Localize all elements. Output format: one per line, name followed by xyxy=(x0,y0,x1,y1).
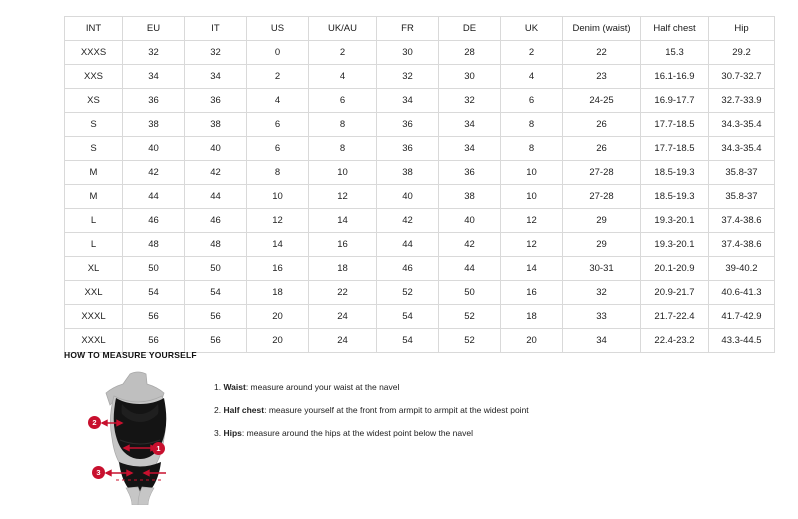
cell-denim-waist: 27-28 xyxy=(563,161,641,185)
cell-uk-au: 24 xyxy=(309,329,377,353)
cell-it: 54 xyxy=(185,281,247,305)
cell-eu: 36 xyxy=(123,89,185,113)
cell-uk: 14 xyxy=(501,257,563,281)
cell-uk-au: 4 xyxy=(309,65,377,89)
measure-badge-hips: 3 xyxy=(92,466,105,479)
table-row xyxy=(65,305,775,329)
cell-denim-waist: 29 xyxy=(563,233,641,257)
instruction-term: Waist xyxy=(223,382,246,392)
cell-de: 28 xyxy=(439,41,501,65)
cell-fr: 44 xyxy=(377,233,439,257)
column-header-int: INT xyxy=(65,17,123,41)
cell-fr: 36 xyxy=(377,137,439,161)
cell-uk: 2 xyxy=(501,41,563,65)
cell-half-chest: 18.5-19.3 xyxy=(641,185,709,209)
cell-de: 44 xyxy=(439,257,501,281)
column-header-de: DE xyxy=(439,17,501,41)
cell-hip: 40.6-41.3 xyxy=(709,281,775,305)
cell-eu: 32 xyxy=(123,41,185,65)
cell-de: 42 xyxy=(439,233,501,257)
cell-uk: 10 xyxy=(501,161,563,185)
column-header-uk: UK xyxy=(501,17,563,41)
table-row xyxy=(65,161,775,185)
cell-uk: 4 xyxy=(501,65,563,89)
cell-int: L xyxy=(65,209,123,233)
cell-denim-waist: 26 xyxy=(563,113,641,137)
measure-instruction-waist xyxy=(214,382,529,392)
measure-instructions-list xyxy=(214,370,529,452)
cell-us: 20 xyxy=(247,329,309,353)
cell-it: 38 xyxy=(185,113,247,137)
instruction-term: Hips xyxy=(223,428,242,439)
cell-de: 40 xyxy=(439,209,501,233)
cell-it: 48 xyxy=(185,233,247,257)
cell-de: 32 xyxy=(439,89,501,113)
cell-fr: 54 xyxy=(377,329,439,353)
cell-half-chest: 15.3 xyxy=(641,41,709,65)
cell-hip: 43.3-44.5 xyxy=(709,329,775,353)
cell-uk-au: 8 xyxy=(309,137,377,161)
cell-uk-au: 12 xyxy=(309,185,377,209)
cell-hip: 35.8-37 xyxy=(709,161,775,185)
cell-fr: 32 xyxy=(377,65,439,89)
table-row xyxy=(65,65,775,89)
cell-us: 4 xyxy=(247,89,309,113)
cell-it: 56 xyxy=(185,305,247,329)
cell-hip: 34.3-35.4 xyxy=(709,137,775,161)
column-header-hip: Hip xyxy=(709,17,775,41)
cell-us: 6 xyxy=(247,113,309,137)
cell-hip: 37.4-38.6 xyxy=(709,209,775,233)
cell-int: XL xyxy=(65,257,123,281)
cell-denim-waist: 27-28 xyxy=(563,185,641,209)
cell-fr: 54 xyxy=(377,305,439,329)
cell-it: 34 xyxy=(185,65,247,89)
cell-half-chest: 19.3-20.1 xyxy=(641,209,709,233)
cell-half-chest: 22.4-23.2 xyxy=(641,329,709,353)
cell-uk: 8 xyxy=(501,113,563,137)
cell-fr: 36 xyxy=(377,113,439,137)
table-row xyxy=(65,41,775,65)
cell-fr: 34 xyxy=(377,89,439,113)
cell-eu: 48 xyxy=(123,233,185,257)
cell-int: XS xyxy=(65,89,123,113)
cell-us: 10 xyxy=(247,185,309,209)
cell-half-chest: 17.7-18.5 xyxy=(641,113,709,137)
cell-uk: 12 xyxy=(501,233,563,257)
cell-us: 8 xyxy=(247,161,309,185)
table-row xyxy=(65,89,775,113)
cell-half-chest: 16.1-16.9 xyxy=(641,65,709,89)
cell-int: XXL xyxy=(65,281,123,305)
table-row xyxy=(65,113,775,137)
table-body xyxy=(65,41,775,353)
cell-de: 34 xyxy=(439,137,501,161)
cell-us: 14 xyxy=(247,233,309,257)
cell-it: 32 xyxy=(185,41,247,65)
table-header-row xyxy=(65,17,775,41)
table-header xyxy=(65,17,775,41)
cell-uk-au: 8 xyxy=(309,113,377,137)
cell-half-chest: 20.9-21.7 xyxy=(641,281,709,305)
cell-uk: 18 xyxy=(501,305,563,329)
cell-half-chest: 21.7-22.4 xyxy=(641,305,709,329)
cell-denim-waist: 24-25 xyxy=(563,89,641,113)
column-header-half-chest: Half chest xyxy=(641,17,709,41)
cell-uk: 12 xyxy=(501,209,563,233)
cell-it: 44 xyxy=(185,185,247,209)
cell-de: 50 xyxy=(439,281,501,305)
cell-eu: 56 xyxy=(123,305,185,329)
cell-it: 56 xyxy=(185,329,247,353)
cell-us: 18 xyxy=(247,281,309,305)
cell-us: 12 xyxy=(247,209,309,233)
size-chart-table-container xyxy=(64,16,762,353)
size-chart-table xyxy=(64,16,775,353)
cell-us: 16 xyxy=(247,257,309,281)
cell-uk: 16 xyxy=(501,281,563,305)
cell-uk-au: 24 xyxy=(309,305,377,329)
column-header-us: US xyxy=(247,17,309,41)
cell-de: 38 xyxy=(439,185,501,209)
measure-instruction-hips xyxy=(214,428,529,438)
cell-de: 30 xyxy=(439,65,501,89)
cell-it: 46 xyxy=(185,209,247,233)
measure-badge-half-chest: 2 xyxy=(88,416,101,429)
cell-uk-au: 14 xyxy=(309,209,377,233)
cell-denim-waist: 30-31 xyxy=(563,257,641,281)
cell-fr: 46 xyxy=(377,257,439,281)
table-row xyxy=(65,137,775,161)
cell-hip: 32.7-33.9 xyxy=(709,89,775,113)
cell-it: 42 xyxy=(185,161,247,185)
column-header-fr: FR xyxy=(377,17,439,41)
cell-denim-waist: 33 xyxy=(563,305,641,329)
cell-hip: 30.7-32.7 xyxy=(709,65,775,89)
cell-us: 6 xyxy=(247,137,309,161)
cell-fr: 52 xyxy=(377,281,439,305)
table-row xyxy=(65,281,775,305)
instruction-text: : measure around the hips at the widest point below the navel xyxy=(241,428,473,439)
cell-fr: 40 xyxy=(377,185,439,209)
instruction-text: : measure around your waist at the navel xyxy=(245,382,400,392)
cell-hip: 41.7-42.9 xyxy=(709,305,775,329)
cell-de: 52 xyxy=(439,329,501,353)
cell-int: S xyxy=(65,113,123,137)
cell-uk: 20 xyxy=(501,329,563,353)
cell-int: XXXL xyxy=(65,329,123,353)
measure-badge-waist: 1 xyxy=(152,442,165,455)
cell-uk-au: 2 xyxy=(309,41,377,65)
cell-eu: 50 xyxy=(123,257,185,281)
cell-denim-waist: 34 xyxy=(563,329,641,353)
how-to-measure-title: HOW TO MEASURE YOURSELF xyxy=(64,350,197,360)
cell-eu: 54 xyxy=(123,281,185,305)
cell-de: 34 xyxy=(439,113,501,137)
table-row xyxy=(65,233,775,257)
cell-uk-au: 6 xyxy=(309,89,377,113)
cell-it: 36 xyxy=(185,89,247,113)
cell-de: 52 xyxy=(439,305,501,329)
cell-int: M xyxy=(65,161,123,185)
cell-int: S xyxy=(65,137,123,161)
cell-eu: 40 xyxy=(123,137,185,161)
column-header-uk-au: UK/AU xyxy=(309,17,377,41)
cell-half-chest: 18.5-19.3 xyxy=(641,161,709,185)
cell-denim-waist: 26 xyxy=(563,137,641,161)
cell-half-chest: 19.3-20.1 xyxy=(641,233,709,257)
cell-eu: 44 xyxy=(123,185,185,209)
cell-denim-waist: 32 xyxy=(563,281,641,305)
cell-half-chest: 20.1-20.9 xyxy=(641,257,709,281)
cell-it: 50 xyxy=(185,257,247,281)
cell-half-chest: 16.9-17.7 xyxy=(641,89,709,113)
table-row xyxy=(65,209,775,233)
cell-uk-au: 18 xyxy=(309,257,377,281)
cell-int: M xyxy=(65,185,123,209)
cell-int: XXXL xyxy=(65,305,123,329)
instruction-number: 1. xyxy=(214,382,222,392)
how-to-measure-section xyxy=(64,350,734,505)
cell-int: L xyxy=(65,233,123,257)
cell-fr: 30 xyxy=(377,41,439,65)
cell-eu: 46 xyxy=(123,209,185,233)
table-row xyxy=(65,329,775,353)
cell-denim-waist: 23 xyxy=(563,65,641,89)
column-header-it: IT xyxy=(185,17,247,41)
measure-instruction-half-chest xyxy=(214,405,529,415)
cell-hip: 39-40.2 xyxy=(709,257,775,281)
cell-fr: 38 xyxy=(377,161,439,185)
cell-half-chest: 17.7-18.5 xyxy=(641,137,709,161)
cell-uk-au: 22 xyxy=(309,281,377,305)
cell-hip: 29.2 xyxy=(709,41,775,65)
instruction-number: 3. xyxy=(214,428,222,439)
cell-denim-waist: 22 xyxy=(563,41,641,65)
cell-hip: 34.3-35.4 xyxy=(709,113,775,137)
cell-eu: 42 xyxy=(123,161,185,185)
mannequin-torso-icon xyxy=(86,370,194,505)
cell-hip: 37.4-38.6 xyxy=(709,233,775,257)
column-header-denim-waist: Denim (waist) xyxy=(563,17,641,41)
cell-int: XXS xyxy=(65,65,123,89)
instruction-text: : measure yourself at the front from armpit to armpit at the widest point xyxy=(264,405,529,416)
cell-uk: 6 xyxy=(501,89,563,113)
how-to-measure-body xyxy=(64,370,734,505)
table-row xyxy=(65,185,775,209)
cell-uk: 8 xyxy=(501,137,563,161)
cell-denim-waist: 29 xyxy=(563,209,641,233)
cell-fr: 42 xyxy=(377,209,439,233)
cell-it: 40 xyxy=(185,137,247,161)
cell-us: 0 xyxy=(247,41,309,65)
column-header-eu: EU xyxy=(123,17,185,41)
cell-us: 2 xyxy=(247,65,309,89)
cell-de: 36 xyxy=(439,161,501,185)
cell-int: XXXS xyxy=(65,41,123,65)
cell-eu: 34 xyxy=(123,65,185,89)
cell-uk-au: 16 xyxy=(309,233,377,257)
table-row xyxy=(65,257,775,281)
instruction-term: Half chest xyxy=(223,405,265,416)
instruction-number: 2. xyxy=(214,405,222,416)
cell-eu: 38 xyxy=(123,113,185,137)
cell-eu: 56 xyxy=(123,329,185,353)
cell-uk: 10 xyxy=(501,185,563,209)
mannequin-figure xyxy=(64,370,194,505)
cell-us: 20 xyxy=(247,305,309,329)
cell-hip: 35.8-37 xyxy=(709,185,775,209)
cell-uk-au: 10 xyxy=(309,161,377,185)
